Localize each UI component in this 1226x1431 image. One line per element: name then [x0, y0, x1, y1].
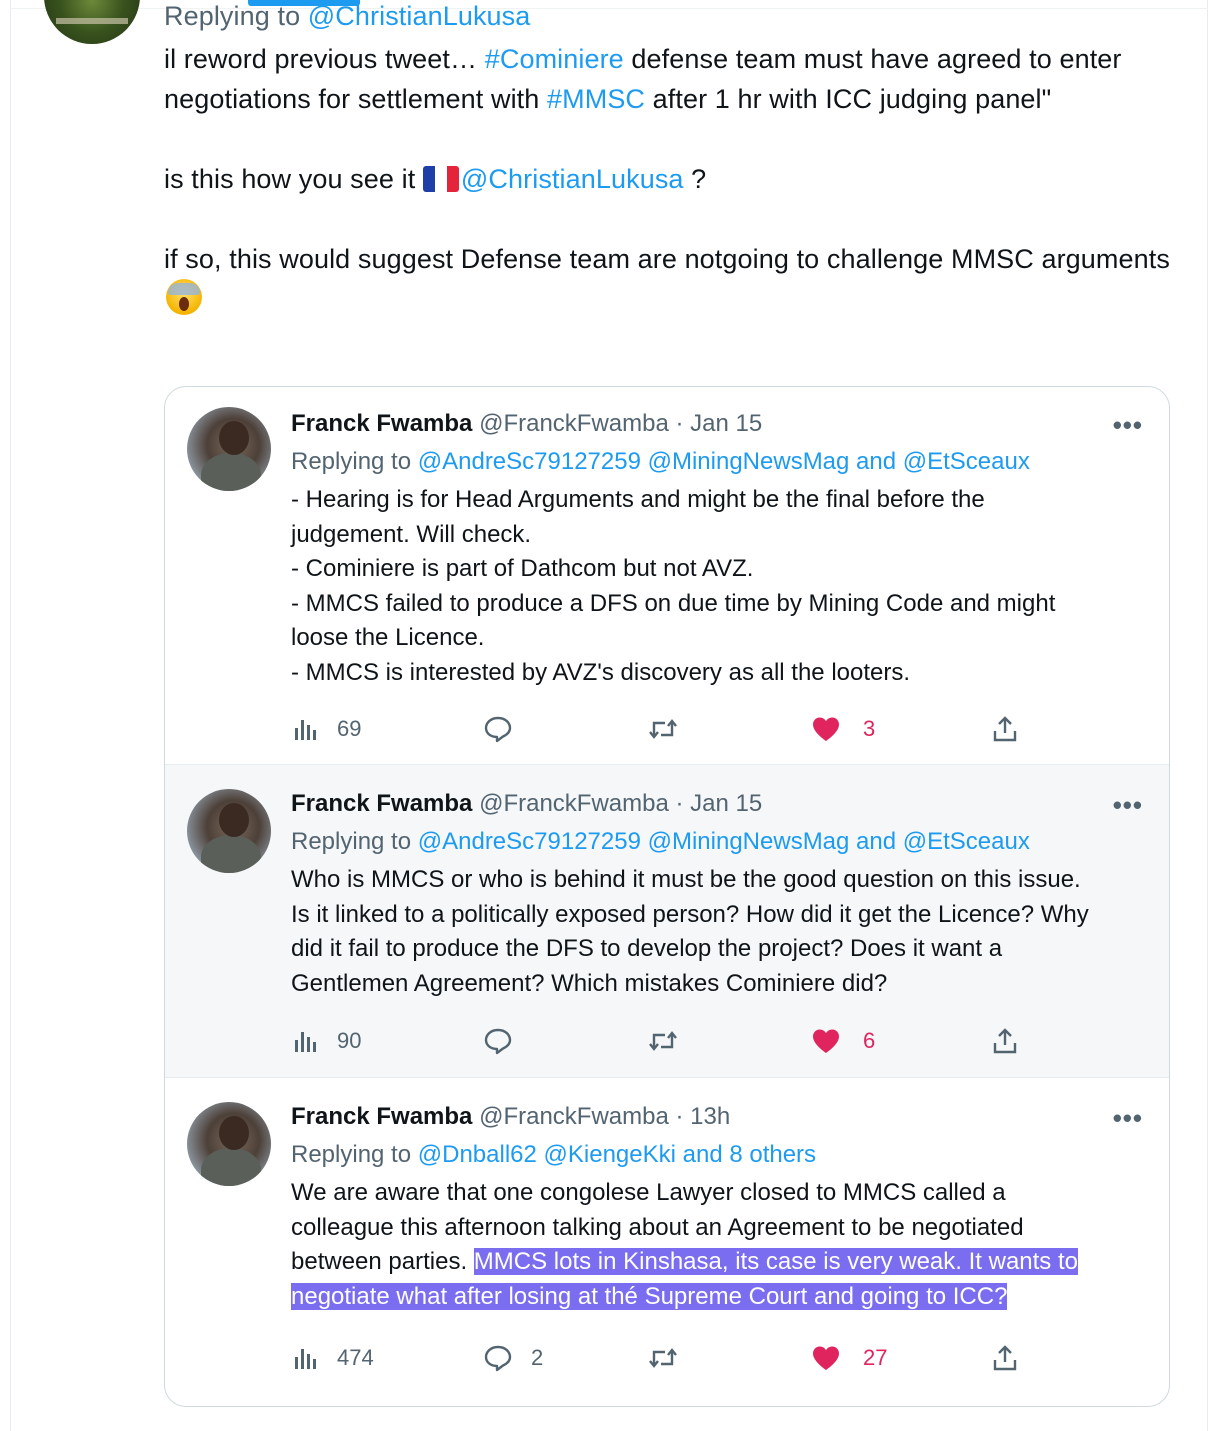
replying-to-handles-link[interactable]: @AndreSc79127259 @MiningNewsMag and @EtSceaux — [417, 448, 1030, 475]
like-button[interactable] — [811, 1023, 875, 1059]
share-button[interactable] — [991, 711, 1019, 747]
more-options-icon[interactable]: ••• — [1112, 1103, 1143, 1133]
highlighted-text: negotiate what after losing at thé Supreme Court and going to ICC? — [291, 1282, 1008, 1310]
quoted-tweet-1[interactable] — [165, 387, 1169, 765]
tweet-header — [291, 1100, 1161, 1138]
reply-icon — [483, 1344, 513, 1372]
analytics-icon — [293, 1345, 319, 1371]
views-button[interactable] — [293, 1340, 374, 1376]
franck-fwamba-avatar[interactable] — [187, 407, 271, 491]
more-options-icon[interactable]: ••• — [1112, 790, 1143, 820]
reply-button[interactable] — [483, 1340, 543, 1376]
quoted-tweet-3[interactable] — [165, 1078, 1169, 1407]
replying-to-handles-link[interactable]: @Dnball62 @KiengeKki and 8 others — [417, 1141, 817, 1168]
author-name[interactable]: Franck Fwamba — [291, 1103, 473, 1130]
tweet-text: - Hearing is for Head Arguments and might be the final before the judgement. Will check. - Cominiere is part of Dathcom but not AVZ. - MMCS failed to produce a DFS on due time by Mining Code and might loose the Licence. - MMCS is interested by AVZ's discovery as all the looters. — [291, 486, 1056, 686]
heart-icon — [811, 1344, 841, 1372]
tweet-text: Who is MMCS or who is behind it must be the good question on this issue. Is it linked to a politically exposed person? How did it get the Licence? Why did it fail to produce the DFS to develop the project? Does it want a Gentlemen Agreement? Which mistakes Cominiere did? — [291, 866, 1089, 997]
tweet-actions — [291, 711, 1051, 747]
author-name[interactable]: Franck Fwamba — [291, 410, 473, 437]
views-button[interactable] — [293, 711, 361, 747]
hashtag-mmsc-link[interactable]: #MMSC — [547, 84, 646, 114]
replying-to-handles-link[interactable]: @AndreSc79127259 @MiningNewsMag and @EtSceaux — [417, 828, 1030, 855]
replying-to-line: Replying to @AndreSc79127259 @MiningNewsMag and @EtSceaux — [291, 828, 1030, 855]
analytics-icon — [293, 716, 319, 742]
share-icon — [991, 715, 1019, 743]
quoted-tweet-card[interactable] — [164, 386, 1170, 1407]
author-name[interactable]: Franck Fwamba — [291, 790, 473, 817]
share-button[interactable] — [991, 1340, 1019, 1376]
main-tweet — [164, 0, 1174, 320]
tweet-paragraph-3: if so, this would suggest Defense team are notgoing to challenge MMSC arguments — [164, 239, 1174, 320]
like-count: 27 — [863, 1345, 888, 1370]
share-icon — [991, 1027, 1019, 1055]
like-button[interactable] — [811, 1340, 887, 1376]
analytics-icon — [293, 1028, 319, 1054]
retweet-button[interactable] — [647, 1023, 679, 1059]
views-count: 474 — [337, 1345, 374, 1370]
like-button[interactable] — [811, 711, 875, 747]
tweet-actions — [291, 1023, 1051, 1059]
retweet-icon — [647, 716, 679, 742]
reply-count: 2 — [531, 1345, 544, 1370]
retweet-icon — [647, 1028, 679, 1054]
like-count: 6 — [863, 1028, 876, 1053]
screaming-face-emoji-icon — [166, 279, 202, 315]
mention-christianlukusa-link[interactable]: @ChristianLukusa — [460, 164, 684, 194]
heart-icon — [811, 1027, 841, 1055]
reply-button[interactable] — [483, 711, 531, 747]
replying-to-handle-link[interactable]: @ChristianLukusa — [307, 1, 531, 31]
tweet-paragraph-2: is this how you see it @ChristianLukusa ? — [164, 164, 707, 194]
replying-to-line: Replying to @ChristianLukusa — [164, 1, 531, 31]
tweet-paragraph-1: il reword previous tweet… #Cominiere defense team must have agreed to enter negotiations for settlement with #MMSC after 1 hr with ICC judging panel" — [164, 44, 1122, 114]
franck-fwamba-avatar[interactable] — [187, 1102, 271, 1186]
retweet-button[interactable] — [647, 711, 679, 747]
author-handle-time[interactable]: @FranckFwamba · 13h — [472, 1103, 731, 1130]
highlighted-text: MMCS lots in Kinshasa, its case is very weak. It wants to — [473, 1248, 1078, 1275]
tweet-actions — [291, 1340, 1051, 1376]
share-button[interactable] — [991, 1023, 1019, 1059]
heart-icon — [811, 715, 841, 743]
tweet-text: We are aware that one congolese Lawyer closed to MMCS called a colleague this afternoon talking about an Agreement to be negotiated between parties. MMCS lots in Kinshasa, its case is very weak. It wants to negotiate what after losing at thé Supreme Court and going to ICC? — [291, 1179, 1078, 1310]
views-count: 90 — [337, 1028, 362, 1053]
more-options-icon[interactable]: ••• — [1112, 410, 1143, 440]
like-count: 3 — [863, 716, 876, 741]
views-count: 69 — [337, 716, 362, 741]
tweet-header — [291, 407, 1161, 445]
retweet-icon — [647, 1345, 679, 1371]
replying-to-line: Replying to @AndreSc79127259 @MiningNewsMag and @EtSceaux — [291, 448, 1030, 475]
reply-icon — [483, 1027, 513, 1055]
reply-button[interactable] — [483, 1023, 531, 1059]
reply-icon — [483, 715, 513, 743]
franck-fwamba-avatar[interactable] — [187, 789, 271, 873]
replying-to-line: Replying to @Dnball62 @KiengeKki and 8 others — [291, 1141, 817, 1168]
france-flag-icon — [423, 166, 459, 192]
quoted-tweet-2[interactable] — [165, 765, 1169, 1077]
author-handle-time[interactable]: @FranckFwamba · Jan 15 — [472, 790, 763, 817]
tweet-header — [291, 787, 1161, 825]
hashtag-cominiere-link[interactable]: #Cominiere — [484, 44, 624, 74]
author-handle-time[interactable]: @FranckFwamba · Jan 15 — [472, 410, 763, 437]
views-button[interactable] — [293, 1023, 361, 1059]
share-icon — [991, 1344, 1019, 1372]
retweet-button[interactable] — [647, 1340, 679, 1376]
